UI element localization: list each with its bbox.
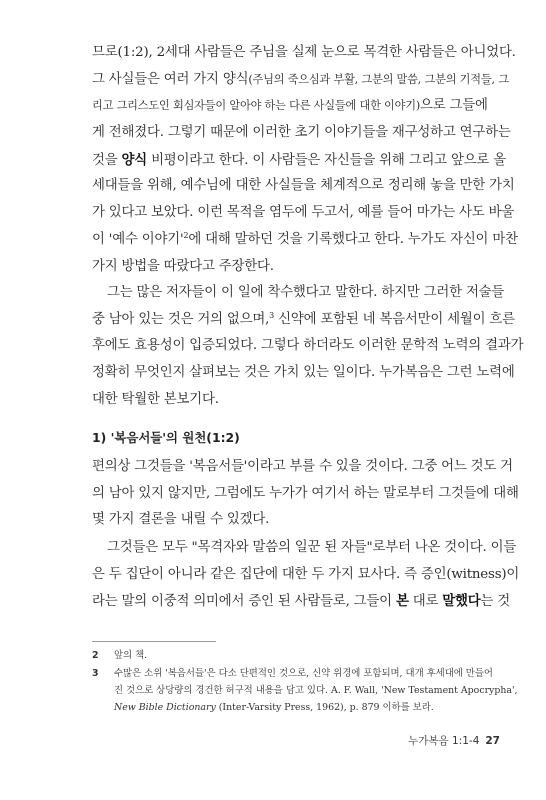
footnote-divider (92, 641, 216, 642)
footnote-number: 3 (92, 668, 99, 679)
text-line: 것을 양식 비평이라고 한다. 이 사람들은 자신들을 위해 그리고 앞으로 올 (92, 151, 506, 168)
emphasis-text: 말했다 (442, 593, 481, 610)
text-line: 게 전해졌다. 그렇기 때문에 이러한 초기 이야기들을 재구성하고 연구하는 (92, 125, 511, 141)
text-line: 그는 많은 저자들이 이 일에 착수했다고 말한다. 하지만 그러한 저술들 (107, 285, 505, 300)
emphasis-text: 본 (395, 593, 409, 610)
footnote-text: New Bible Dictionary (Inter-Varsity Press, 1962), p. 879 이하를 보라. (114, 702, 434, 713)
text-line: 므로(1:2), 2세대 사람들은 주님을 실제 눈으로 목격한 사람들은 아니었다. (92, 45, 516, 60)
text-line: 세대들을 위해, 예수님에 대한 사실들을 체계적으로 정리해 놓을 만한 가치 (92, 178, 515, 194)
running-title: 누가복음 1:1-4 (408, 735, 480, 747)
footnote-text: 앞의 책. (114, 650, 148, 661)
footnote-number: 2 (92, 650, 99, 661)
text-line: 중 남아 있는 것은 거의 없으며,$^3$ 신약에 포함된 네 복음서만이 세월이 흐른 (92, 310, 515, 327)
text-line: 대한 탁월한 본보기다. (92, 391, 219, 407)
paragraph-1 (92, 40, 518, 280)
paragraph-2 (92, 280, 524, 413)
text-line: 의 남아 있지 않지만, 그럼에도 누가가 여기서 하는 말로부터 그것들에 대해 (92, 485, 519, 501)
paragraph-3 (92, 454, 519, 534)
text-line: 몇 가지 결론을 내릴 수 있겠다. (92, 512, 270, 528)
book-title: New Bible Dictionary (114, 702, 216, 713)
emphasis-text: 양식 (121, 151, 148, 168)
page-footer (408, 733, 500, 748)
text-line: 편의상 그것들을 '복음서들'이라고 부를 수 있을 것이다. 그중 어느 것도 거 (92, 459, 513, 474)
footnote-ref: 3 (269, 310, 275, 320)
footnote-3 (92, 666, 518, 718)
text-line: 이 '예수 이야기'$^2$에 대해 말하던 것을 기록했다고 한다. 누가도 자신이 마찬 (92, 230, 518, 247)
footnote-2 (92, 648, 512, 665)
text-line: 리고 그리스도인 회심자들이 알아야 하는 다른 사실들에 대한 이야기)으로 그들에 (92, 98, 488, 114)
page-number: 27 (485, 735, 500, 747)
text-line: 가지 방법을 따랐다고 주장한다. (92, 258, 274, 274)
section-heading: 1) '복음서들'의 원천(1:2) (92, 430, 240, 445)
footnote-ref: 2 (183, 230, 189, 240)
paragraph-4 (92, 535, 520, 615)
text-line: 가 있다고 보았다. 이런 목적을 염두에 두고서, 예를 들어 마가는 사도 바울 (92, 205, 515, 221)
text-line: 후에도 효용성이 입증되었다. 그렇다 하더라도 이러한 문학적 노력의 결과가 (92, 338, 524, 354)
text-line: 은 두 집단이 아니라 같은 집단에 대한 두 가지 묘사다. 즉 증인(witness)이 (92, 566, 520, 582)
text-line: 정확히 무엇인지 살펴보는 것은 가치 있는 일이다. 누가복음은 그런 노력에 (92, 365, 515, 381)
text-line: 라는 말의 이중적 의미에서 증인 된 사람들로, 그들이 본 대로 말했다는 것 (92, 593, 511, 610)
footnote-text: 진 것으로 상당량의 경건한 허구적 내용을 담고 있다. A. F. Wall, 'New Testament Apocrypha', (114, 685, 518, 696)
footnote-text: 수많은 소위 '복음서들'은 다소 단편적인 것으로, 신약 위경에 포함되며, 대개 후세대에 만들어 (114, 668, 493, 679)
text-line: 그것들은 모두 "목격자와 말씀의 일꾼 된 자들"로부터 나온 것이다. 이들 (107, 540, 517, 555)
text-line: 그 사실들은 여러 가지 양식(주님의 죽으심과 부활, 그분의 말씀, 그분의 기적들, 그 (92, 71, 509, 87)
